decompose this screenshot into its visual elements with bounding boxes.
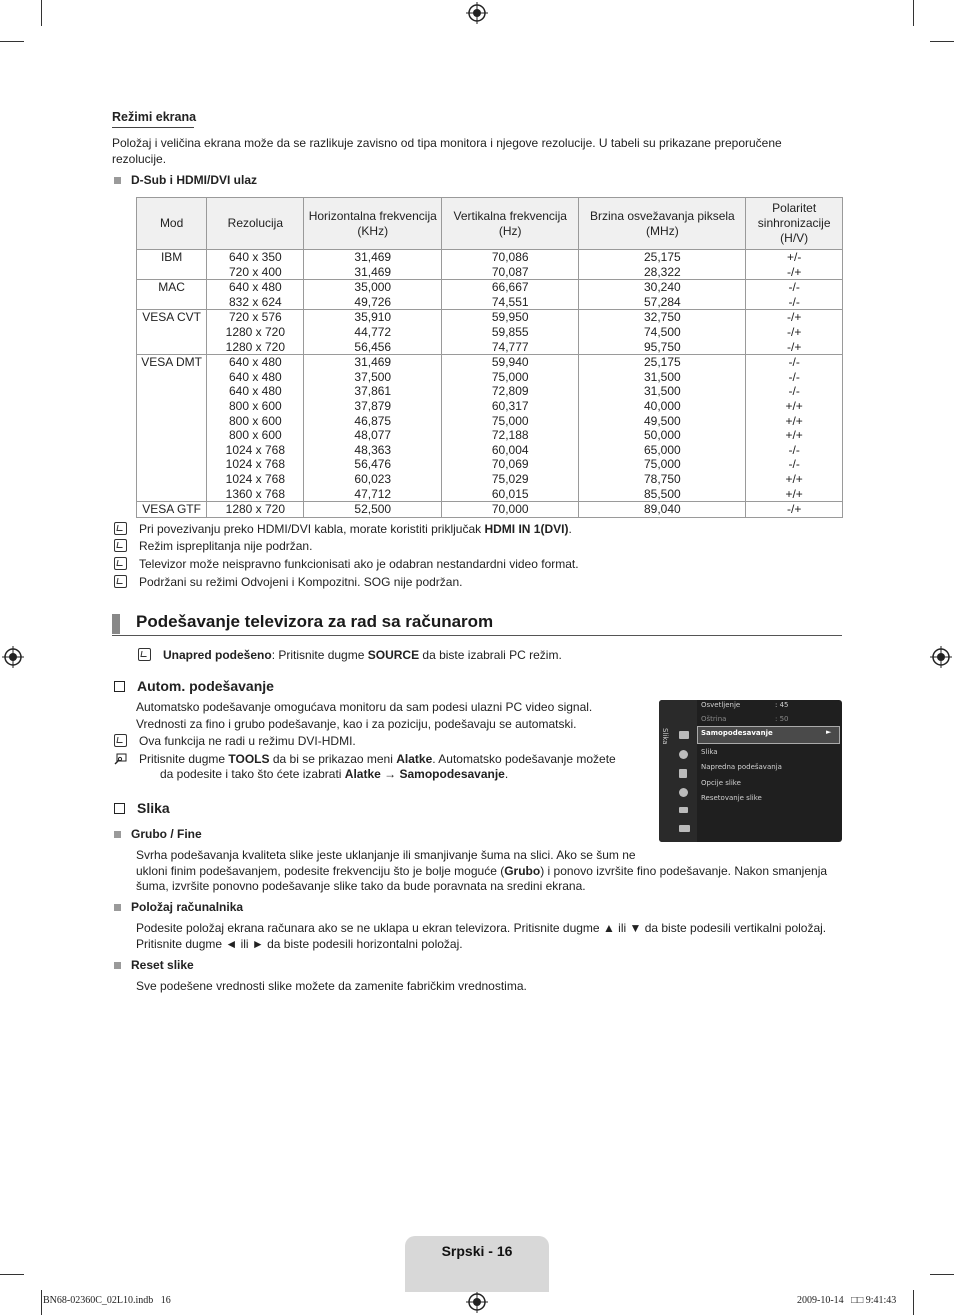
modes-intro-line1: Položaj i veličina ekrana može da se razlikuje zavisno od tipa monitora i njegove rezolucije. U tabeli su prikazane preporučene [112,136,782,150]
table-cell: +/+ [746,428,843,443]
table-cell: 25,175 [579,355,746,370]
crop-mark [0,1274,24,1275]
path-samopodesavanje: Samopodesavanje [399,767,505,781]
tv-menu-item: Osvetljenje [701,701,741,709]
bullet-dsub [114,173,257,187]
tools-tip-line2 [160,766,508,782]
tools-text: . [504,767,509,781]
reset-line1: Sve podešene vrednosti slike možete da zamenite fabričkim vrednostima. [136,979,527,993]
table-cell: 60,015 [442,487,579,502]
tv-menu-sidebar [659,700,697,842]
crop-mark [41,1290,42,1315]
table-cell: 72,188 [442,428,579,443]
table-row [137,295,843,310]
tv-menu-item-value: : 50 [775,715,789,723]
pc-section-title: Podešavanje televizora za rad sa računarom [136,612,494,631]
table-cell: 25,175 [579,250,746,265]
table-cell: -/+ [746,310,843,325]
table-cell: 37,861 [304,384,442,399]
note-dvi [114,733,356,749]
tv-menu-item-value: : 45 [775,701,789,709]
table-row [137,325,843,340]
table-cell: 37,500 [304,370,442,385]
grubo-line3: šuma, izvršite ponovno podešavanje slike tako da bude poravnata na sredini ekrana. [136,879,586,893]
table-cell: 59,940 [442,355,579,370]
input-icon [679,807,688,813]
preset-bold: Unapred podešeno [163,648,272,662]
registration-mark-icon [466,2,488,24]
table-cell: 70,086 [442,250,579,265]
setup-gear-icon [679,788,688,797]
bullet-label: D-Sub i HDMI/DVI ulaz [131,173,257,187]
note-icon [114,522,127,535]
col-header: Rezolucija [207,198,304,250]
table-cell: 95,750 [579,340,746,355]
modes-intro-line2: rezolucije. [112,152,167,166]
preset-text: : Pritisnite dugme [271,648,368,662]
table-cell: -/- [746,384,843,399]
grubo-line1: Svrha podešavanja kvaliteta slike jeste uklanjanje ili smanjivanje šuma na slici. Ako se šum ne [136,848,636,862]
table-cell: -/+ [746,340,843,355]
square-bullet-icon [114,831,121,838]
table-cell: 31,469 [304,355,442,370]
crop-mark [0,41,24,42]
table-cell: 48,363 [304,443,442,458]
table-cell: 640 x 480 [207,384,304,399]
col-header: Horizontalna frekvencija (KHz) [304,198,442,250]
table-cell: 70,069 [442,457,579,472]
table-row [137,472,843,487]
tools-alatke: Alatke [396,752,433,766]
slika-heading [114,800,170,816]
tools-text: da podesite i tako što ćete izabrati [160,767,345,781]
tools-text: . Automatsko podešavanje možete [432,752,616,766]
table-cell: 30,240 [579,280,746,295]
square-bullet-icon [114,177,121,184]
table-cell: +/- [746,250,843,265]
table-cell: 832 x 624 [207,295,304,310]
table-cell: 640 x 480 [207,370,304,385]
table-row [137,355,843,370]
table-cell: 85,500 [579,487,746,502]
note-interlace [114,538,312,554]
footer-file: BN68-02360C_02L10.indb 16 [43,1295,171,1306]
note-text: Televizor može neispravno funkcionisati ako je odabran nestandardni video format. [139,557,579,571]
polozaj-line2: Pritisnite dugme ◄ ili ► da biste podesili horizontalni položaj. [136,937,463,951]
col-header: Vertikalna frekvencija (Hz) [442,198,579,250]
display-modes-table [136,197,843,518]
table-cell: -/- [746,280,843,295]
registration-mark-icon [930,646,952,668]
table-cell: -/- [746,457,843,472]
mode-cell: VESA GTF [137,502,207,518]
table-cell: 74,551 [442,295,579,310]
mode-cell: VESA CVT [137,310,207,355]
page-number: Srpski - 16 [441,1243,513,1259]
table-cell: -/- [746,295,843,310]
table-cell: 50,000 [579,428,746,443]
sound-icon [679,750,688,759]
note-text: Pri povezivanju preko HDMI/DVI kabla, morate koristiti priključak [139,522,485,536]
crop-mark [913,1290,914,1315]
table-row [137,310,843,325]
table-cell: +/+ [746,487,843,502]
table-cell: 70,087 [442,265,579,280]
table-cell: 1280 x 720 [207,502,304,518]
auto-line2: Vrednosti za fino i grubo podešavanje, kao i za poziciju, podešavaju se automatski. [136,717,577,731]
col-header: Polaritet sinhronizacije (H/V) [746,198,843,250]
table-cell: 1280 x 720 [207,340,304,355]
table-cell: 75,000 [579,457,746,472]
table-cell: 640 x 480 [207,280,304,295]
table-cell: -/- [746,370,843,385]
grubo-bold: Grubo [504,864,541,878]
table-cell: 57,284 [579,295,746,310]
tv-menu-item-selected: Samopodesavanje [701,729,773,737]
picture-icon [679,731,689,739]
bullet-reset [114,958,194,972]
table-cell: 640 x 480 [207,355,304,370]
table-cell: 75,000 [442,414,579,429]
square-bullet-icon [114,962,121,969]
table-cell: 35,000 [304,280,442,295]
note-icon [114,575,127,588]
grubo-title: Grubo / Fine [131,827,202,841]
grubo-line2 [136,863,846,879]
path-arrow: → [380,767,400,781]
table-row [137,428,843,443]
table-cell: 31,500 [579,384,746,399]
note-icon [138,648,151,661]
tools-text: da bi se prikazao meni [269,752,397,766]
table-cell: 59,950 [442,310,579,325]
tv-menu-item: Napredna podešavanja [701,763,782,771]
footer-date: 2009-10-14 □□ 9:41:43 [797,1295,897,1306]
table-cell: -/+ [746,265,843,280]
table-cell: 1360 x 768 [207,487,304,502]
crop-mark [930,1274,954,1275]
table-cell: -/- [746,443,843,458]
table-cell: -/+ [746,325,843,340]
heading-rule [112,635,842,636]
crop-mark [41,0,42,26]
channel-icon [679,769,687,778]
table-row [137,457,843,472]
table-cell: 800 x 600 [207,428,304,443]
crop-mark [930,41,954,42]
source-button-label: SOURCE [367,648,420,662]
table-cell: 66,667 [442,280,579,295]
tv-menu-arrow-icon: ► [826,728,832,736]
tools-text: Pritisnite dugme [139,752,229,766]
table-cell: 46,875 [304,414,442,429]
note-text: . [568,522,572,536]
mode-cell: VESA DMT [137,355,207,502]
support-icon [679,825,690,832]
table-cell: 720 x 400 [207,265,304,280]
section-underline [112,127,194,128]
note-hdmi [114,521,572,537]
table-cell: 56,456 [304,340,442,355]
table-cell: 49,726 [304,295,442,310]
table-cell: 1024 x 768 [207,443,304,458]
note-preset [138,647,562,663]
note-bold: HDMI IN 1(DVI) [484,522,569,536]
table-row [137,487,843,502]
table-row [137,414,843,429]
table-cell: +/+ [746,399,843,414]
table-row [137,399,843,414]
table-row [137,340,843,355]
polozaj-title: Položaj računalnika [131,900,244,914]
tv-menu-side-label: Slika [661,728,669,745]
table-cell: 49,500 [579,414,746,429]
crop-mark [913,0,914,26]
table-cell: 44,772 [304,325,442,340]
checkbox-icon [114,681,125,692]
note-icon [114,557,127,570]
square-bullet-icon [114,904,121,911]
table-cell: 65,000 [579,443,746,458]
table-cell: 800 x 600 [207,399,304,414]
note-sync-modes [114,574,462,590]
tools-icon [114,753,127,765]
table-cell: 720 x 576 [207,310,304,325]
tv-menu-item: Slika [701,748,718,756]
table-cell: 640 x 350 [207,250,304,265]
auto-adjust-title: Autom. podešavanje [137,678,274,694]
tv-menu-item: Opcije slike [701,779,741,787]
table-cell: 28,322 [579,265,746,280]
table-cell: 60,317 [442,399,579,414]
polozaj-line1: Podesite položaj ekrana računara ako se ne uklapa u ekran televizora. Pritisnite dugme ▲ ili ▼ da biste podesili vertikalni položaj. [136,921,827,935]
preset-text: da biste izabrali PC režim. [419,648,562,662]
section-title-modes: Režimi ekrana [112,110,197,124]
table-cell: 78,750 [579,472,746,487]
table-cell: 31,500 [579,370,746,385]
table-cell: 1280 x 720 [207,325,304,340]
col-header: Brzina osvežavanja piksela (MHz) [579,198,746,250]
table-cell: 32,750 [579,310,746,325]
checkbox-icon [114,803,125,814]
note-text: Ova funkcija ne radi u režimu DVI-HDMI. [139,734,356,748]
table-cell: 800 x 600 [207,414,304,429]
reset-title: Reset slike [131,958,194,972]
note-text: Režim ispreplitanja nije podržan. [139,539,313,553]
table-cell: 89,040 [579,502,746,518]
table-cell: +/+ [746,414,843,429]
grubo-text: ukloni finim podešavanjem, podesite frekvenciju što je bolje moguće ( [136,864,505,878]
tools-tip [114,751,616,767]
table-cell: +/+ [746,472,843,487]
table-cell: 72,809 [442,384,579,399]
table-cell: 35,910 [304,310,442,325]
table-row [137,502,843,518]
col-header: Mod [137,198,207,250]
note-text: Podržani su režimi Odvojeni i Kompozitni. SOG nije podržan. [139,575,463,589]
heading-bar [112,614,120,634]
table-cell: 56,476 [304,457,442,472]
table-row [137,250,843,265]
table-cell: 75,029 [442,472,579,487]
auto-line1: Automatsko podešavanje omogućava monitoru da sam podesi ulazni PC video signal. [136,700,593,714]
table-cell: 31,469 [304,265,442,280]
table-cell: 70,000 [442,502,579,518]
table-cell: 74,500 [579,325,746,340]
table-row [137,384,843,399]
table-cell: 37,879 [304,399,442,414]
table-cell: 48,077 [304,428,442,443]
registration-mark-icon [2,646,24,668]
table-cell: 52,500 [304,502,442,518]
tv-menu-item: Resetovanje slike [701,794,762,802]
table-cell: 1024 x 768 [207,472,304,487]
note-icon [114,734,127,747]
path-alatke: Alatke [344,767,381,781]
table-cell: 60,004 [442,443,579,458]
grubo-text: ) i ponovo izvršite fino podešavanje. Nakon smanjenja [540,864,828,878]
table-cell: 1024 x 768 [207,457,304,472]
table-cell: 31,469 [304,250,442,265]
tv-menu-item: Oštrina [701,715,727,723]
table-cell: 74,777 [442,340,579,355]
table-cell: 75,000 [442,370,579,385]
table-cell: 60,023 [304,472,442,487]
registration-mark-icon [466,1291,488,1313]
note-icon [114,539,127,552]
table-row [137,443,843,458]
bullet-polozaj [114,900,243,914]
auto-adjust-heading [114,678,274,694]
table-cell: 47,712 [304,487,442,502]
table-row [137,370,843,385]
bullet-grubo [114,827,202,841]
tools-bold: TOOLS [228,752,270,766]
table-row [137,280,843,295]
table-cell: 59,855 [442,325,579,340]
mode-cell: MAC [137,280,207,310]
tv-menu-screenshot [659,700,842,842]
table-cell: -/- [746,355,843,370]
table-row [137,265,843,280]
table-cell: -/+ [746,502,843,518]
mode-cell: IBM [137,250,207,280]
table-cell: 40,000 [579,399,746,414]
note-nonstandard [114,556,579,572]
slika-title: Slika [137,800,170,816]
